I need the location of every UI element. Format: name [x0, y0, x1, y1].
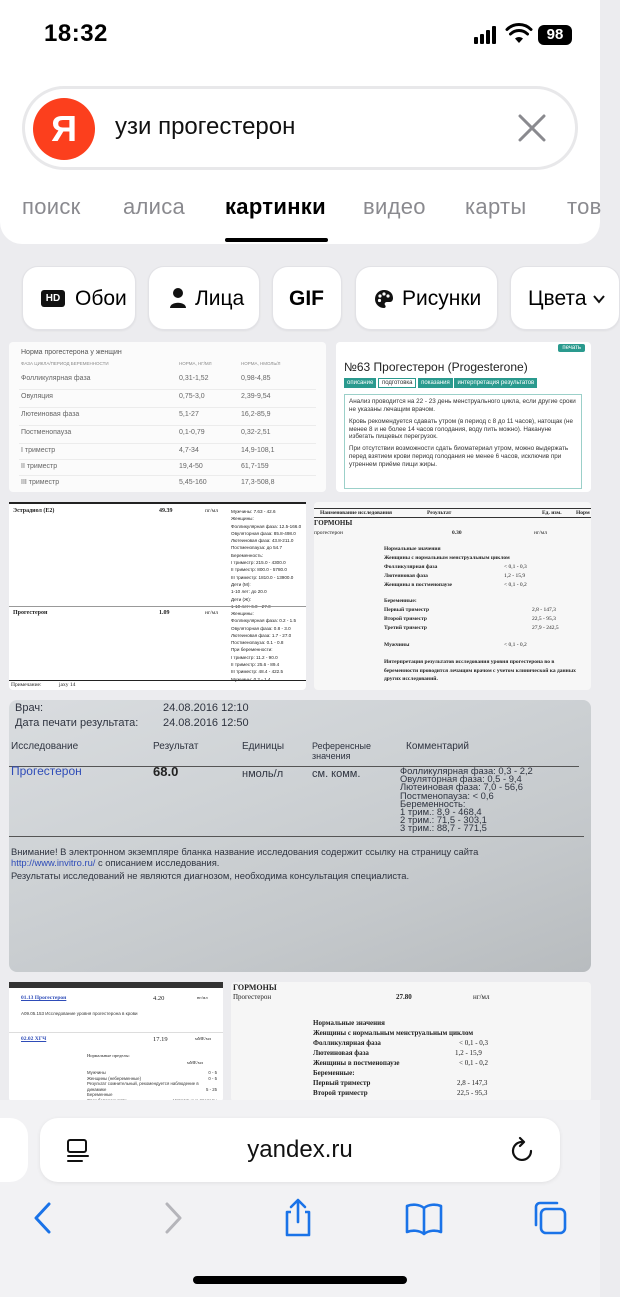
- image-result-6[interactable]: [9, 982, 223, 1102]
- table-row: Фолликулярная фаза 0,31-1,52 0,98-4,85: [19, 372, 316, 390]
- r4-head-result: Результат: [427, 510, 452, 516]
- r5-col-units: Единицы: [242, 741, 285, 752]
- chevron-down-icon: [593, 293, 605, 305]
- url-text[interactable]: yandex.ru: [247, 1136, 353, 1163]
- r7-norms-sub: Женщины с нормальным менструальным циклом: [313, 1029, 474, 1037]
- r7-test: Прогестерон: [233, 993, 272, 1001]
- r3-row2-unit: нг/мл: [205, 610, 218, 616]
- tab-images[interactable]: картинки: [225, 194, 326, 219]
- filter-colors-label: Цвета: [528, 287, 587, 310]
- r4-preg-label: Первый триместр: [384, 607, 430, 613]
- filter-drawings-label: Рисунки: [402, 287, 482, 310]
- r4-preg-title: Беременные:: [384, 598, 417, 604]
- r5-ref: см. комм.: [312, 768, 361, 780]
- r4-norm-value: 1,2 - 15,9: [504, 573, 526, 579]
- r4-norm-label: Лютеиновая фаза: [384, 573, 428, 579]
- r6-desc: A09.05.153 Исследование уровня прогестерона в крови: [21, 1011, 138, 1016]
- person-icon: [169, 287, 187, 309]
- clear-search-icon[interactable]: [515, 111, 549, 145]
- status-time: 18:32: [44, 20, 108, 47]
- search-header: [0, 72, 600, 244]
- print-badge: печать: [558, 344, 585, 352]
- back-icon[interactable]: [24, 1198, 64, 1238]
- r7-norm-label: Женщины в постменопаузе: [313, 1059, 400, 1067]
- r6-norm-rows: Мужчины 0 - 5 Женщины (небеременные) 0 - 5 Результат сомнительный, рекомендуется наблюдение в динамике 5 - 25 Беременные: [87, 1070, 217, 1097]
- r5-date2: 24.08.2016 12:50: [163, 717, 249, 729]
- r4-norm-label: Фолликулярная фаза: [384, 564, 438, 570]
- r7-norm-value: 1,2 - 15,9: [455, 1049, 482, 1057]
- filter-faces-label: Лица: [195, 287, 245, 310]
- r5-disclaimer: Результаты исследований не являются диагнозом, необходима консультация специалиста.: [11, 870, 410, 881]
- r3-row2-value: 1.09: [159, 610, 170, 616]
- r1-col3: НОРМА, НМОЛЬ/Л: [241, 361, 281, 366]
- yandex-logo[interactable]: Я: [33, 98, 95, 160]
- r6-code2: 02.02 ХГЧ: [21, 1036, 47, 1042]
- share-icon[interactable]: [278, 1198, 318, 1238]
- r6-norms-label: Нормальные пределы:: [87, 1053, 130, 1058]
- r1-title: Норма прогестерона у женщин: [21, 349, 122, 356]
- r5-date1: 24.08.2016 12:10: [163, 702, 249, 714]
- r4-preg-label: Второй триместр: [384, 616, 427, 622]
- r7-preg-title: Беременные:: [313, 1069, 355, 1077]
- search-input[interactable]: [22, 86, 578, 170]
- table-row: Постменопауза 0,1-0,79 0,32-2,51: [19, 426, 316, 444]
- bookmarks-icon[interactable]: [404, 1198, 444, 1238]
- r7-norm-label: Лютеиновая фаза: [313, 1049, 369, 1057]
- active-tab-indicator: [225, 238, 328, 242]
- table-row: I триместр 4,7-34 14,9-108,1: [19, 444, 316, 460]
- image-result-2[interactable]: [336, 342, 591, 492]
- r6-val1: 4.20: [153, 995, 165, 1002]
- table-row: Лютеиновая фаза 5,1-27 16,2-85,9: [19, 408, 316, 426]
- r7-section: ГОРМОНЫ: [233, 983, 277, 992]
- filter-colors-chip[interactable]: [510, 266, 620, 330]
- search-query-text[interactable]: узи прогестерон: [115, 113, 296, 140]
- r4-preg-value: 27,9 - 242,5: [532, 625, 559, 631]
- r4-head-norm: Норм: [576, 510, 590, 516]
- r4-norm-value: < 0,1 - 0,3: [504, 564, 527, 570]
- r4-norms-title: Нормальные значения: [384, 546, 441, 552]
- r3-note-label: Примечание:: [11, 682, 42, 688]
- r3-refs1: Мужчины: 7.63 - 42.6 Женщины: Фолликулярная фаза: 12.5-166.0 Овуляторная фаза: 85.8-498.0 Лютеиновая фаза: 43.8-211.0 Постменопауза: до 54.7 Беременность: I триместр: 215.0 - 4300.0 II триместр: 800.0 - 5780.0 III триместр: 1810.0 - 13900.0 Дети (М): 1-10 лет: до 20.0 Дети (Ж):: [231, 509, 302, 602]
- r4-test: прогестерон: [314, 530, 343, 536]
- r7-norms-title: Нормальные значения: [313, 1019, 385, 1027]
- r6-unit2: мМЕ/мл: [195, 1036, 211, 1041]
- filter-faces-chip[interactable]: [148, 266, 260, 330]
- table-row: Овуляция 0,75-3,0 2,39-9,54: [19, 390, 316, 408]
- filter-gif-chip[interactable]: [272, 266, 342, 330]
- image-result-1[interactable]: [9, 342, 326, 492]
- r7-value: 27.80: [396, 993, 412, 1001]
- r5-test-link: Прогестерон: [11, 764, 82, 778]
- cellular-signal-icon: [474, 26, 498, 44]
- r3-row2-name: Прогестерон: [13, 610, 48, 616]
- r7-norm-value: < 0,1 - 0,3: [459, 1039, 489, 1047]
- status-bar: [0, 0, 600, 72]
- tab-products[interactable]: тов: [567, 194, 602, 219]
- r6-unit1: нг/мл: [197, 995, 208, 1000]
- r4-norm-value: < 0,1 - 0,2: [504, 582, 527, 588]
- r5-warning: Внимание! В электронном экземпляре бланка название исследования содержит ссылку на страницу сайта http://www.invitro.ru/ с описанием исследования.: [11, 846, 479, 868]
- wifi-icon: [506, 24, 532, 44]
- r4-preg-label: Третий триместр: [384, 625, 427, 631]
- forward-icon[interactable]: [152, 1198, 192, 1238]
- filter-gif-label: GIF: [289, 287, 324, 310]
- r7-norm-label: Фолликулярная фаза: [313, 1039, 381, 1047]
- r3-refs2: Женщины: Фолликулярная фаза: 0.2 - 1.5 Овуляторная фаза: 0.8 - 3.0 Лютеиновая фаза: 1.7 - 27.0 Постменопауза: 0.1 - 0.8 При беременности: I триместр: 11.2 - 90.0 II триместр: 25.6 - 89.4 III триместр: 48.4 - 422.5: [231, 611, 297, 675]
- r2-tabs: описание подготовка показания интерпретация результатов: [344, 380, 537, 392]
- home-indicator: [193, 1276, 407, 1284]
- r6-norm-unit: мМЕ/мл: [187, 1060, 203, 1065]
- filter-wallpapers-chip[interactable]: [22, 266, 136, 330]
- r2-description: Анализ проводится на 22 - 23 день менструального цикла, если другие сроки не указаны лечащим врачом. Кровь рекомендуется сдавать утром (в период с 8 до 11 часов), натощак (не менее 8 и не более 14 часов голодания, воду пить можно). Накануне избегать пищевых перегрузок. При отсутствии возможности сдать биоматериал утром, можно выдержать перед взятием крови период голодания не менее 6 часов, исключив при утреннем приёме пищи жиры.: [344, 394, 582, 489]
- r4-norm-label: Женщины в постменопаузе: [384, 582, 452, 588]
- tab-video[interactable]: видео: [363, 194, 426, 219]
- r2-title: №63 Прогестерон (Progesterone): [344, 360, 528, 374]
- r4-head-name: Наименование исследования: [320, 510, 392, 516]
- r4-value: 0.30: [452, 530, 462, 536]
- r5-doctor-label: Врач:: [15, 702, 44, 714]
- r3-row1-unit: пг/мл: [205, 508, 218, 514]
- r5-print-label: Дата печати результата:: [15, 717, 139, 729]
- tab-maps[interactable]: карты: [465, 194, 527, 219]
- r5-col-result: Результат: [153, 741, 199, 752]
- address-bar[interactable]: [40, 1118, 560, 1182]
- r7-preg-label: Второй триместр: [313, 1089, 368, 1097]
- r4-preg-value: 2,8 - 147,3: [532, 607, 556, 613]
- tabs-icon[interactable]: [530, 1198, 570, 1238]
- r5-col-ref: Референсные значения: [312, 741, 371, 761]
- reload-icon[interactable]: [510, 1136, 536, 1164]
- r5-unit: нмоль/л: [242, 768, 284, 780]
- filter-drawings-chip[interactable]: [355, 266, 498, 330]
- r4-men-value: < 0,1 - 0,2: [504, 642, 527, 648]
- table-row: III триместр 5,45-160 17,3-508,8: [21, 479, 275, 486]
- r4-men-label: Мужчины: [384, 642, 410, 648]
- r4-interpretation: Интерпретация результатов исследования уровня прогестерона во в беременности проводится лечащим врачом с учетом клинической ка данных других исследований.: [384, 659, 576, 682]
- r4-head-unit: Ед. изм.: [542, 510, 562, 516]
- palette-icon: [374, 289, 394, 309]
- r1-col1: ФАЗА ЦИКЛА/ПЕРИОД БЕРЕМЕННОСТИ: [21, 361, 109, 366]
- r7-unit: нг/мл: [473, 993, 490, 1001]
- battery-icon: 98: [538, 25, 572, 45]
- tab-search[interactable]: поиск: [22, 194, 81, 219]
- r5-comments: Фолликулярная фаза: 0,3 - 2,2 Овуляторная фаза: 0,5 - 9,4 Лютеиновая фаза: 7,0 - 56,6 Постменопауза: < 0,6 Беременность: 1 трим.: 8,9 - 468,4 2 трим.: 71,5 - 303,1 3 трим.: 88,7 - 771,5: [400, 765, 533, 834]
- r7-preg-label: Первый триместр: [313, 1079, 371, 1087]
- filter-wallpapers-label: Обои: [75, 287, 127, 310]
- image-result-5[interactable]: [9, 700, 591, 972]
- r4-unit: нг/мл: [534, 530, 547, 536]
- r4-preg-value: 22,5 - 95,3: [532, 616, 556, 622]
- r1-col2: НОРМА, НГ/МЛ: [179, 361, 212, 366]
- r3-row1-value: 49.39: [159, 508, 173, 514]
- r4-section: ГОРМОНЫ: [314, 519, 353, 527]
- r7-preg-value: 22,5 - 95,3: [457, 1089, 488, 1097]
- r7-norm-value: < 0,1 - 0,2: [459, 1059, 489, 1067]
- search-tabs: [0, 192, 600, 236]
- r6-code1: 01.13 Прогестерон: [21, 995, 67, 1001]
- r3-row1-name: Эстрадиол (E2): [13, 508, 55, 514]
- r6-val2: 17.19: [153, 1036, 168, 1043]
- tab-alice[interactable]: алиса: [123, 194, 186, 219]
- r5-col-comment: Комментарий: [406, 741, 469, 752]
- previous-tab-preview[interactable]: [0, 1118, 28, 1182]
- hd-icon: HD: [41, 290, 65, 307]
- r3-note-value: jaxy 14: [59, 682, 76, 688]
- r5-value: 68.0: [153, 764, 179, 779]
- image-result-4[interactable]: [314, 502, 591, 690]
- table-row: II триместр 19,4-50 61,7-159: [19, 460, 316, 476]
- r5-col-test: Исследование: [11, 741, 79, 752]
- image-result-7[interactable]: [231, 982, 591, 1102]
- image-result-3[interactable]: [9, 502, 306, 690]
- r7-preg-value: 2,8 - 147,3: [457, 1079, 488, 1087]
- browser-toolbar: [0, 1100, 600, 1297]
- r4-norms-sub: Женщины с нормальным менструальным циклом: [384, 555, 510, 561]
